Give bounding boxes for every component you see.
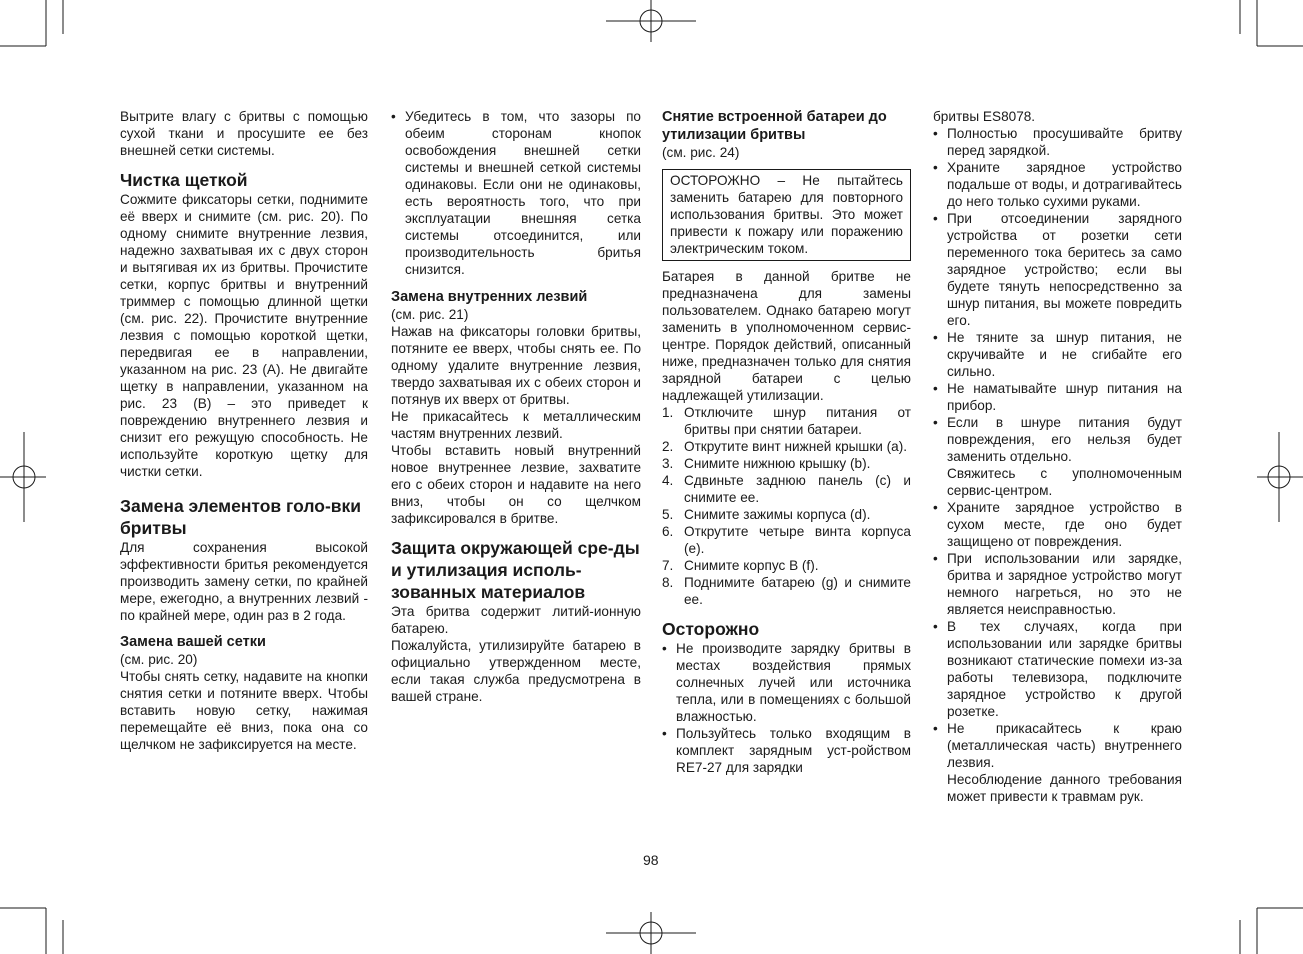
caution-heading: Осторожно: [662, 619, 760, 639]
list-item: 1. Отключите шнур питания от бритвы при снятии батареи.: [662, 405, 911, 437]
list-item: • При использовании или зарядке, бритва и зарядное устройство могут немного нагреться, но это не является неисправностью.: [933, 550, 1182, 618]
list-item: • Убедитесь в том, что зазоры по обеим сторонам кнопок освобождения внешней сетки системы и внешней сеткой системы одинаковы. Если они не одинаковы, есть вероятность того, что при эксплуатации внешняя сетка системы отсоединится, или производительность бритья снизится.: [391, 108, 641, 278]
list-item: • Не тяните за шнур питания, не скручивайте и не сгибайте его сильно.: [933, 329, 1182, 380]
page-number: 98: [643, 852, 659, 868]
list-item: • Если в шнуре питания будут повреждения, его нельзя будет заменить отдельно. Свяжитесь с уполномоченным сервис-центром.: [933, 414, 1182, 499]
replace-parts-heading: Замена элементов голо-вки бритвы: [120, 496, 362, 538]
caution-box: ОСТОРОЖНО – Не пытайтесь заменить батарею для повторного использования бритвы. Это может привести к пожару или поражению электрическим током.: [662, 169, 911, 261]
list-item: 8. Поднимите батарею (g) и снимите ее.: [662, 575, 911, 607]
column-3: [662, 108, 911, 776]
list-item: • При отсоединении зарядного устройства от розетки сети переменного тока беритесь за само зарядное устройство; если вы будете тянуть непосредственно за шнур питания, вы можете повредить его.: [933, 210, 1182, 329]
inner-blade-text-2: Не прикасайтесь к металлическим частям внутренних лезвий.: [391, 409, 641, 441]
list-item: 6. Открутите четыре винта корпуса (e).: [662, 524, 911, 556]
list-item: • Пользуйтесь только входящим в комплект зарядным уст-ройством RE7-27 для зарядки: [662, 725, 911, 776]
list-item: • Храните зарядное устройство подальше от воды, и дотрагивайтесь до него только сухими руками.: [933, 159, 1182, 210]
list-item: 3. Снимите нижнюю крышку (b).: [662, 456, 871, 471]
replace-parts-text: Для сохранения высокой эффективности бритья рекомендуется производить замену сетки, по крайней мере, ежегодно, а внутренних лезвий - по крайней мере, один раз в 2 года.: [120, 540, 368, 623]
inner-blade-heading: Замена внутренних лезвий: [391, 289, 588, 305]
battery-removal-ref: (см. рис. 24): [662, 145, 740, 160]
foil-replace-ref: (см. рис. 20): [120, 652, 198, 667]
column-4: [933, 108, 1182, 805]
list-item: 7. Снимите корпус B (f).: [662, 558, 819, 573]
list-item: 4. Сдвиньте заднюю панель (c) и снимите ее.: [662, 473, 911, 505]
continued-text: бритвы ES8078.: [933, 109, 1036, 124]
inner-blade-ref: (см. рис. 21): [391, 307, 469, 322]
foil-replace-heading: Замена вашей сетки: [120, 634, 266, 650]
list-item-continuation: Свяжитесь с уполномоченным сервис-центром.: [947, 466, 1182, 498]
inner-blade-text-3: Чтобы вставить новый внутренний новое внутреннее лезвие, захватите его с обеих сторон и надавите на него вниз, чтобы он со щелчком зафиксировался в бритве.: [391, 443, 641, 526]
environment-text-2: Пожалуйста, утилизируйте батарею в официально утвержденном месте, если такая служба предусмотрена в вашей стране.: [391, 638, 641, 704]
list-item: • Не прикасайтесь к краю (металлическая часть) внутреннего лезвия. Несоблюдение данного требования может привести к травмам рук.: [933, 720, 1182, 805]
list-item: • Храните зарядное устройство в сухом месте, где оно будет защищено от повреждения.: [933, 499, 1182, 550]
list-item: • В тех случаях, когда при использовании или зарядке бритвы возникают статические помехи из-за работы телевизора, подключите зарядное устройство к другой розетке.: [933, 618, 1182, 720]
foil-replace-text: Чтобы снять сетку, надавите на кнопки снятия сетки и потяните вверх. Чтобы вставить новую сетку, нажимая перемещайте её вниз, пока она со щелчком не зафиксируется на месте.: [120, 669, 368, 752]
list-item: • Полностью просушивайте бритву перед зарядкой.: [933, 125, 1182, 159]
environment-text-1: Эта бритва содержит литий-ионную батарею.: [391, 604, 641, 636]
list-item: • Не производите зарядку бритвы в местах воздействия прямых солнечных лучей или источника тепла, или в помещениях с большой влажностью.: [662, 640, 911, 725]
removal-steps: [662, 404, 911, 608]
environment-heading: Защита окружающей сре-ды и утилизация исполь-зованных материалов: [391, 538, 640, 602]
brush-cleaning-text: Сожмите фиксаторы сетки, поднимите её вверх и снимите (см. рис. 20). По одному снимите внутренние лезвия, надежно захватывая их с двух сторон и вытягивая их из бритвы. Прочистите сетки, корпус бритвы и внутренний триммер с помощью длинной щетки (см. рис. 22). Прочистите внутренние лезвия с помощью короткой щетки, передвигая ее в направлении, указанном на рис. 23 (A). Не двигайте щетку в направлении, указанном на рис. 23 (B) – это приведет к повреждению внутреннего лезвия и снизит его режущую способность. Не используйте короткую щетку для чистки сетки.: [120, 192, 368, 479]
list-item-continuation: Несоблюдение данного требования может привести к травмам рук.: [947, 772, 1182, 804]
list-item: 2. Открутите винт нижней крышки (a).: [662, 439, 908, 454]
battery-removal-heading: Снятие встроенной батареи до утилизации бритвы: [662, 109, 887, 143]
list-item: • Не наматывайте шнур питания на прибор.: [933, 380, 1182, 414]
battery-removal-text: Батарея в данной бритве не предназначена для замены пользователем. Однако батарею могут заменить в уполномоченном сервис-центре. Порядок действий, описанный ниже, предназначен только для снятия зарядной батареи с целью надлежащей утилизации.: [662, 269, 911, 403]
list-item: 5. Снимите зажимы корпуса (d).: [662, 507, 871, 522]
inner-blade-text-1: Нажав на фиксаторы головки бритвы, потяните ее вверх, чтобы снять ее. По одному удалите внутренние лезвия, твердо захватывая их с обеих сторон и потянув их вверх от бритвы.: [391, 324, 641, 407]
brush-cleaning-heading: Чистка щеткой: [120, 170, 248, 190]
intro-paragraph: Вытрите влагу с бритвы с помощью сухой ткани и просушите ее без внешней сетки системы.: [120, 109, 368, 158]
column-1: [120, 108, 368, 753]
column-2: [391, 108, 641, 705]
